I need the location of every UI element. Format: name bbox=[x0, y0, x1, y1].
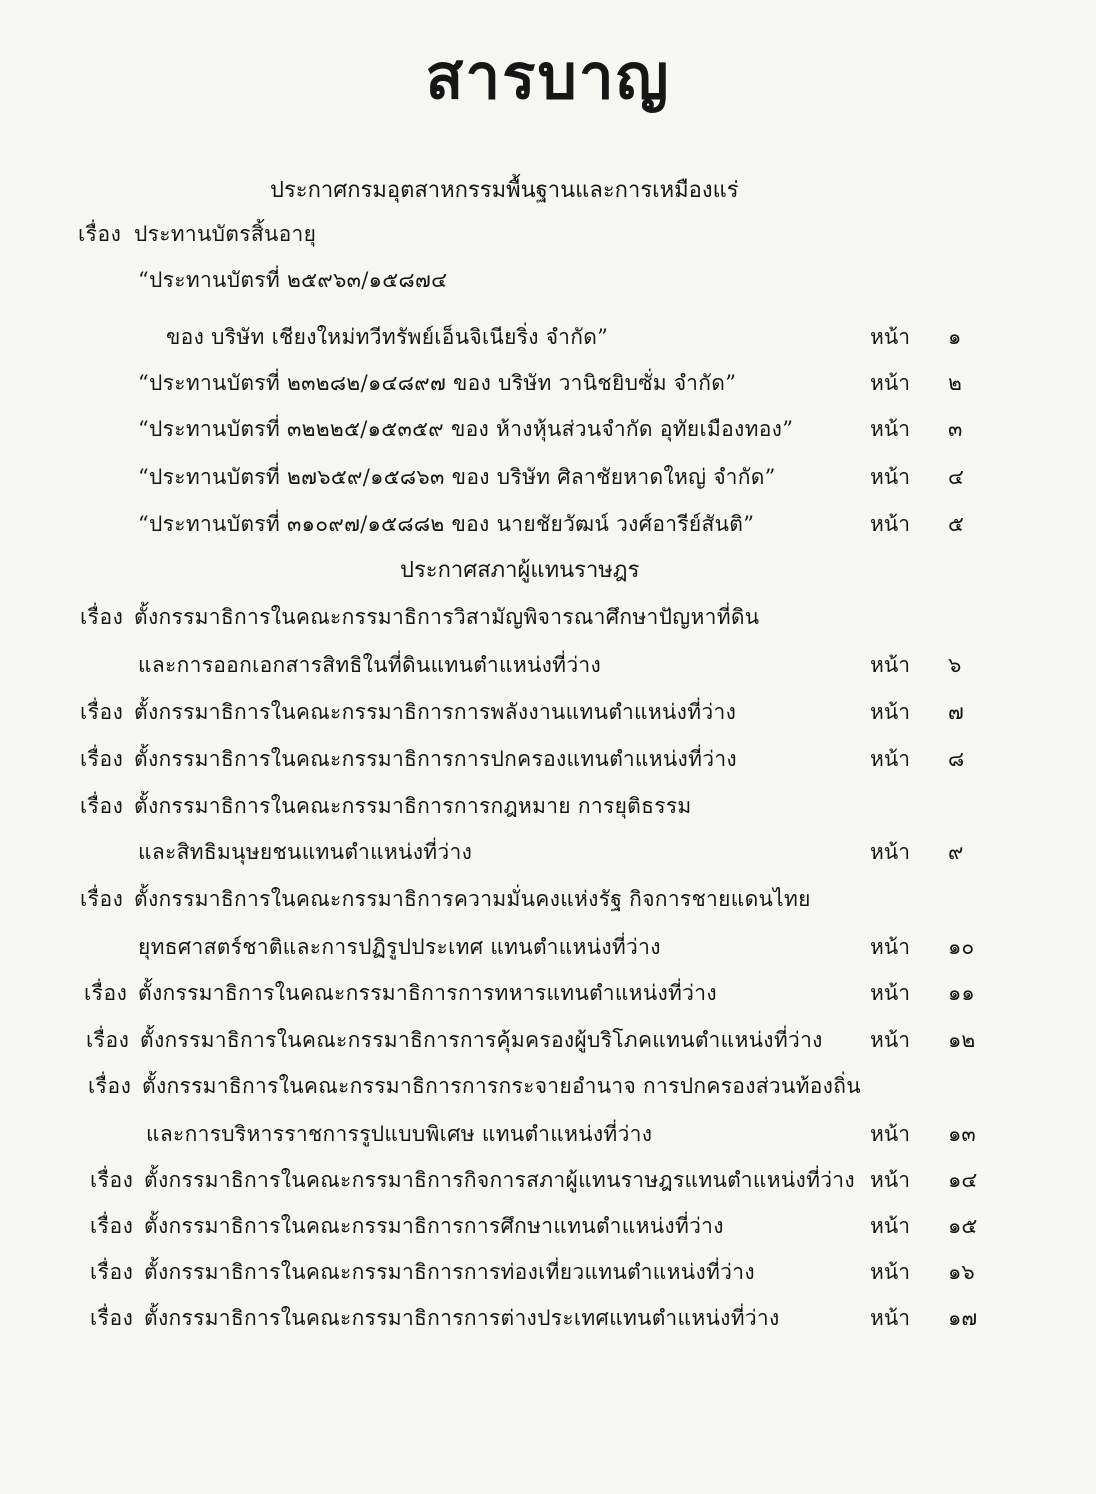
entry-text: ตั้งกรรมาธิการในคณะกรรมาธิการการท่องเที่ยวแทนตำแหน่งที่ว่าง bbox=[144, 1260, 755, 1284]
page-label: หน้า bbox=[870, 512, 910, 536]
entry-label: เรื่อง bbox=[84, 981, 128, 1005]
toc-entry-line bbox=[0, 784, 1096, 824]
page-number: ๕ bbox=[948, 512, 964, 536]
page-label: หน้า bbox=[870, 325, 910, 349]
page-label: หน้า bbox=[870, 1260, 910, 1284]
entry-text: ตั้งกรรมาธิการในคณะกรรมาธิการการพลังงานแทนตำแหน่งที่ว่าง bbox=[134, 700, 737, 724]
page-number: ๑ bbox=[948, 325, 962, 349]
page-label: หน้า bbox=[870, 371, 910, 395]
topic-text: ประทานบัตรสิ้นอายุ bbox=[134, 222, 317, 246]
entry-label: เรื่อง bbox=[80, 747, 124, 771]
entry-label: เรื่อง bbox=[90, 1168, 134, 1192]
entry-text: “ประทานบัตรที่ ๒๗๖๕๙/๑๕๘๖๓ ของ บริษัท ศิลาชัยหาดใหญ่ จำกัด” bbox=[138, 465, 776, 489]
entry-text: ตั้งกรรมาธิการในคณะกรรมาธิการการกระจายอำนาจ การปกครองส่วนท้องถิ่น bbox=[142, 1074, 861, 1098]
page-label: หน้า bbox=[870, 465, 910, 489]
page-number: ๑๐ bbox=[948, 935, 975, 959]
section-heading-mining: ประกาศกรมอุตสาหกรรมพื้นฐานและการเหมืองแร่ bbox=[270, 178, 739, 203]
page-label: หน้า bbox=[870, 747, 910, 771]
page-number: ๘ bbox=[948, 747, 965, 771]
topic-row bbox=[0, 212, 1096, 252]
page-number: ๑๗ bbox=[948, 1306, 978, 1330]
toc-entry-line bbox=[0, 1158, 1096, 1198]
entry-text: “ประทานบัตรที่ ๒๕๙๖๓/๑๕๘๗๔ bbox=[138, 268, 448, 292]
entry-text: ตั้งกรรมาธิการในคณะกรรมาธิการวิสามัญพิจารณาศึกษาปัญหาที่ดิน bbox=[134, 605, 760, 629]
page-number: ๓ bbox=[948, 417, 963, 441]
toc-entry-line bbox=[0, 361, 1096, 401]
entry-label: เรื่อง bbox=[90, 1214, 134, 1238]
page-number: ๑๔ bbox=[948, 1168, 978, 1192]
toc-entry-line bbox=[0, 690, 1096, 730]
entry-text: และการบริหารราชการรูปแบบพิเศษ แทนตำแหน่งที่ว่าง bbox=[146, 1122, 653, 1146]
toc-entry-line bbox=[0, 925, 1096, 965]
entry-text: ของ บริษัท เชียงใหม่ทวีทรัพย์เอ็นจิเนียริ่ง จำกัด” bbox=[166, 325, 609, 349]
page-number: ๑๖ bbox=[948, 1260, 975, 1284]
entry-label: เรื่อง bbox=[80, 794, 124, 818]
toc-entry-line bbox=[0, 1250, 1096, 1290]
page-label: หน้า bbox=[870, 1168, 910, 1192]
entry-text: ตั้งกรรมาธิการในคณะกรรมาธิการการต่างประเทศแทนตำแหน่งที่ว่าง bbox=[144, 1306, 780, 1330]
page-label: หน้า bbox=[870, 700, 910, 724]
page-number: ๗ bbox=[948, 700, 964, 724]
page-number: ๑๓ bbox=[948, 1122, 976, 1146]
toc-entry-line bbox=[0, 1112, 1096, 1152]
entry-text: “ประทานบัตรที่ ๓๒๒๒๕/๑๕๓๕๙ ของ ห้างหุ้นส่วนจำกัด อุทัยเมืองทอง” bbox=[138, 417, 794, 441]
page-number: ๒ bbox=[948, 371, 962, 395]
toc-entry-line bbox=[0, 595, 1096, 635]
page-number: ๑๕ bbox=[948, 1214, 978, 1238]
page-label: หน้า bbox=[870, 1306, 910, 1330]
toc-entry-line bbox=[0, 315, 1096, 355]
entry-text: ยุทธศาสตร์ชาติและการปฏิรูปประเทศ แทนตำแหน่งที่ว่าง bbox=[138, 935, 661, 959]
page-label: หน้า bbox=[870, 840, 910, 864]
page-label: หน้า bbox=[870, 1028, 910, 1052]
entry-label: เรื่อง bbox=[88, 1074, 132, 1098]
toc-entry-line bbox=[0, 737, 1096, 777]
toc-entry-line bbox=[0, 1296, 1096, 1336]
entry-text: ตั้งกรรมาธิการในคณะกรรมาธิการการศึกษาแทนตำแหน่งที่ว่าง bbox=[144, 1214, 724, 1238]
toc-entry-line bbox=[0, 643, 1096, 683]
page-label: หน้า bbox=[870, 417, 910, 441]
entry-text: “ประทานบัตรที่ ๓๑๐๙๗/๑๕๘๘๒ ของ นายชัยวัฒน์ วงศ์อารีย์สันติ” bbox=[138, 512, 755, 536]
toc-entry-line bbox=[0, 1064, 1096, 1104]
entry-text: ตั้งกรรมาธิการในคณะกรรมาธิการการกฎหมาย การยุติธรรม bbox=[134, 794, 692, 818]
page-number: ๙ bbox=[948, 840, 964, 864]
entry-text: และสิทธิมนุษยชนแทนตำแหน่งที่ว่าง bbox=[138, 840, 473, 864]
entry-text: ตั้งกรรมาธิการในคณะกรรมาธิการการทหารแทนตำแหน่งที่ว่าง bbox=[138, 981, 717, 1005]
toc-entry-line bbox=[0, 1018, 1096, 1058]
page-number: ๔ bbox=[948, 465, 964, 489]
entry-text: และการออกเอกสารสิทธิในที่ดินแทนตำแหน่งที่ว่าง bbox=[138, 653, 602, 677]
entry-text: ตั้งกรรมาธิการในคณะกรรมาธิการกิจการสภาผู้แทนราษฎรแทนตำแหน่งที่ว่าง bbox=[144, 1168, 855, 1192]
page-label: หน้า bbox=[870, 981, 910, 1005]
page-number: ๖ bbox=[948, 653, 962, 677]
entry-label: เรื่อง bbox=[86, 1028, 130, 1052]
page-label: หน้า bbox=[870, 1214, 910, 1238]
page-label: หน้า bbox=[870, 935, 910, 959]
entry-label: เรื่อง bbox=[80, 605, 124, 629]
entry-text: ตั้งกรรมาธิการในคณะกรรมาธิการการปกครองแทนตำแหน่งที่ว่าง bbox=[134, 747, 737, 771]
entry-label: เรื่อง bbox=[90, 1260, 134, 1284]
entry-text: ตั้งกรรมาธิการในคณะกรรมาธิการความมั่นคงแห่งรัฐ กิจการชายแดนไทย bbox=[134, 887, 811, 911]
entry-label: เรื่อง bbox=[90, 1306, 134, 1330]
entry-label: เรื่อง bbox=[80, 887, 124, 911]
toc-entry-line bbox=[0, 407, 1096, 447]
page-label: หน้า bbox=[870, 1122, 910, 1146]
toc-entry-line bbox=[0, 830, 1096, 870]
page-number: ๑๒ bbox=[948, 1028, 976, 1052]
toc-entry-line bbox=[0, 971, 1096, 1011]
page-label: หน้า bbox=[870, 653, 910, 677]
entry-text: “ประทานบัตรที่ ๒๓๒๘๒/๑๔๘๙๗ ของ บริษัท วานิชยิบซั่ม จำกัด” bbox=[138, 371, 737, 395]
page-number: ๑๑ bbox=[948, 981, 975, 1005]
toc-entry-line bbox=[0, 502, 1096, 542]
section-heading-house: ประกาศสภาผู้แทนราษฎร bbox=[400, 558, 640, 583]
topic-label: เรื่อง bbox=[78, 222, 122, 246]
entry-label: เรื่อง bbox=[80, 700, 124, 724]
entry-text: ตั้งกรรมาธิการในคณะกรรมาธิการการคุ้มครองผู้บริโภคแทนตำแหน่งที่ว่าง bbox=[140, 1028, 823, 1052]
toc-entry-line bbox=[0, 1204, 1096, 1244]
page-title: สารบาญ bbox=[425, 40, 671, 113]
toc-entry-line bbox=[0, 455, 1096, 495]
toc-entry-line bbox=[0, 877, 1096, 917]
toc-entry-line bbox=[0, 258, 1096, 298]
